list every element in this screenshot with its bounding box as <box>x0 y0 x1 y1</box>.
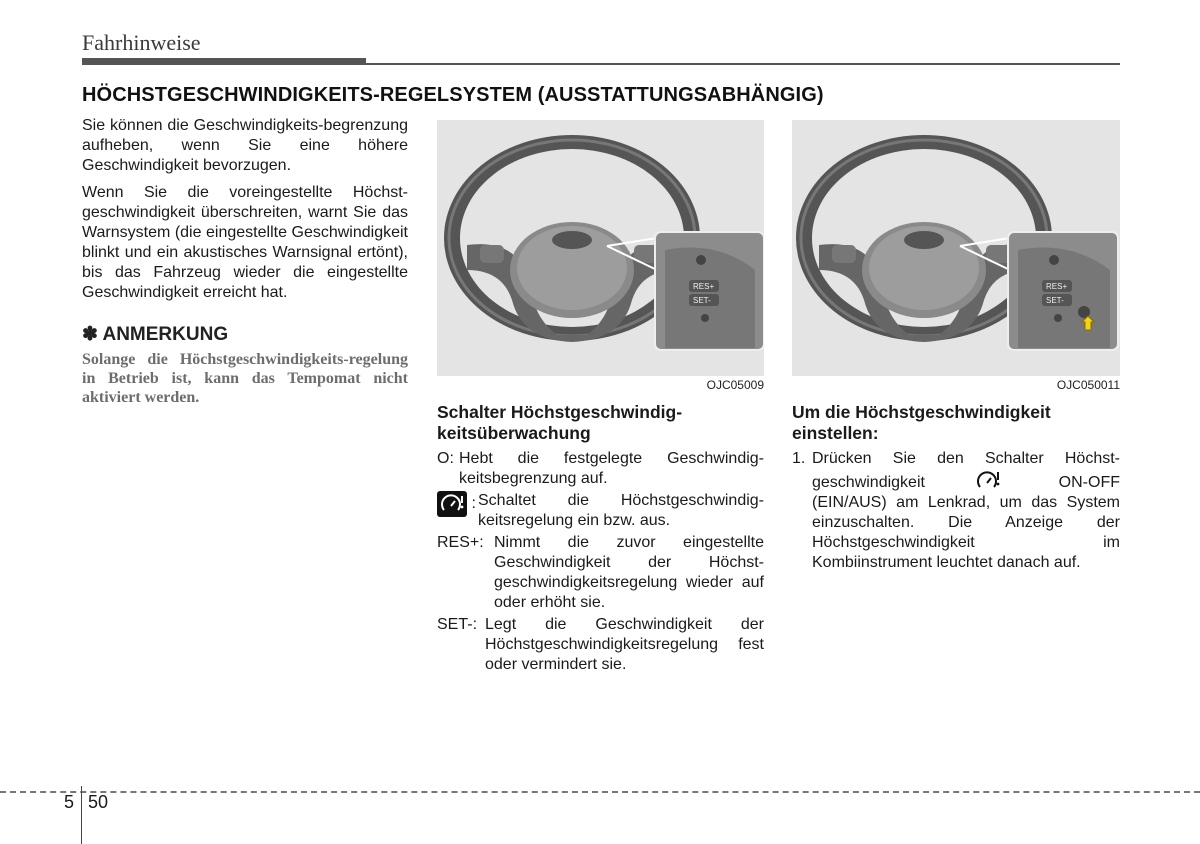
footer-dashed-rule <box>0 791 1200 793</box>
definition-desc: Schaltet die Höchstgeschwindig-keitsregelung ein bzw. aus. <box>478 492 764 529</box>
definition-desc: Hebt die festgelegte Geschwindig-keitsbegrenzung auf. <box>459 450 764 487</box>
steering-wheel-illustration-2 <box>792 120 1120 376</box>
step-number: 1. <box>792 450 806 467</box>
warning-paragraph: Wenn Sie die voreingestellte Höchst-geschwindigkeit überschreiten, warnt Sie das Warnsystem (die eingestellte Geschwindigkeit blinkt und ein akustisches Warnsignal ertönt), bis das Fahrzeug wieder die eingestellte Geschwindigkeit erreicht hat. <box>82 184 408 301</box>
step-text-a: Drücken Sie den Schalter Höchst-geschwindigkeit <box>812 450 1120 491</box>
switch-heading: Schalter Höchstgeschwindig-keitsüberwachung <box>437 402 683 443</box>
steering-wheel-figure-2 <box>792 120 1120 376</box>
res-label: RES+ <box>693 282 715 291</box>
definition-desc: Nimmt die zuvor eingestellte Geschwindigkeit der Höchst-geschwindigkeitsregelung wieder auf oder erhöht sie. <box>494 534 764 611</box>
figure-code: OJC05009 <box>706 378 764 392</box>
definition-term: RES+: <box>437 534 484 551</box>
set-label: SET- <box>693 296 711 305</box>
middle-column <box>437 120 764 677</box>
step-1 <box>792 449 1120 573</box>
note-text: Solange die Höchstgeschwindigkeits-regelung in Betrieb ist, kann das Tempomat nicht aktiviert werden. <box>82 351 408 406</box>
header-rule-thin <box>366 63 1120 65</box>
speed-limiter-icon <box>976 469 1002 491</box>
definition-cancel <box>437 449 764 489</box>
note-heading: ✽ ANMERKUNG <box>82 324 229 345</box>
intro-paragraph: Sie können die Geschwindigkeits-begrenzung aufheben, wenn Sie eine höhere Geschwindigkeit bevorzugen. <box>82 117 408 174</box>
definition-res <box>437 533 764 613</box>
definition-onoff <box>437 491 764 531</box>
page-number-divider <box>81 786 82 844</box>
definition-desc: Legt die Geschwindigkeit der Höchstgeschwindigkeitsregelung fest oder vermindert sie. <box>485 616 764 673</box>
section-title: Fahrhinweise <box>82 30 201 55</box>
page-number: 50 <box>88 792 109 812</box>
chapter-number: 5 <box>64 792 75 812</box>
definition-set <box>437 615 764 675</box>
set-label: SET- <box>1046 296 1064 305</box>
steering-wheel-figure <box>437 120 764 376</box>
definition-term: : <box>471 495 476 513</box>
header-rule-thick <box>82 58 366 65</box>
setting-heading: Um die Höchstgeschwindigkeit einstellen: <box>792 402 1051 443</box>
left-column <box>82 116 408 407</box>
definition-term: SET-: <box>437 616 478 633</box>
speed-limiter-icon <box>437 491 467 517</box>
figure-code: OJC050011 <box>1056 378 1120 392</box>
right-column <box>792 120 1120 573</box>
definition-term: O: <box>437 450 454 467</box>
steering-wheel-illustration <box>437 120 764 376</box>
main-heading: HÖCHSTGESCHWINDIGKEITS-REGELSYSTEM (AUSSTATTUNGSABHÄNGIG) <box>82 84 824 106</box>
step-text-b: ON-OFF (EIN/AUS) am Lenkrad, um das System einzuschalten. Die Anzeige der Höchstgeschwindigkeit im Kombiinstrument leuchtet danach auf. <box>812 474 1120 571</box>
res-label: RES+ <box>1046 282 1068 291</box>
